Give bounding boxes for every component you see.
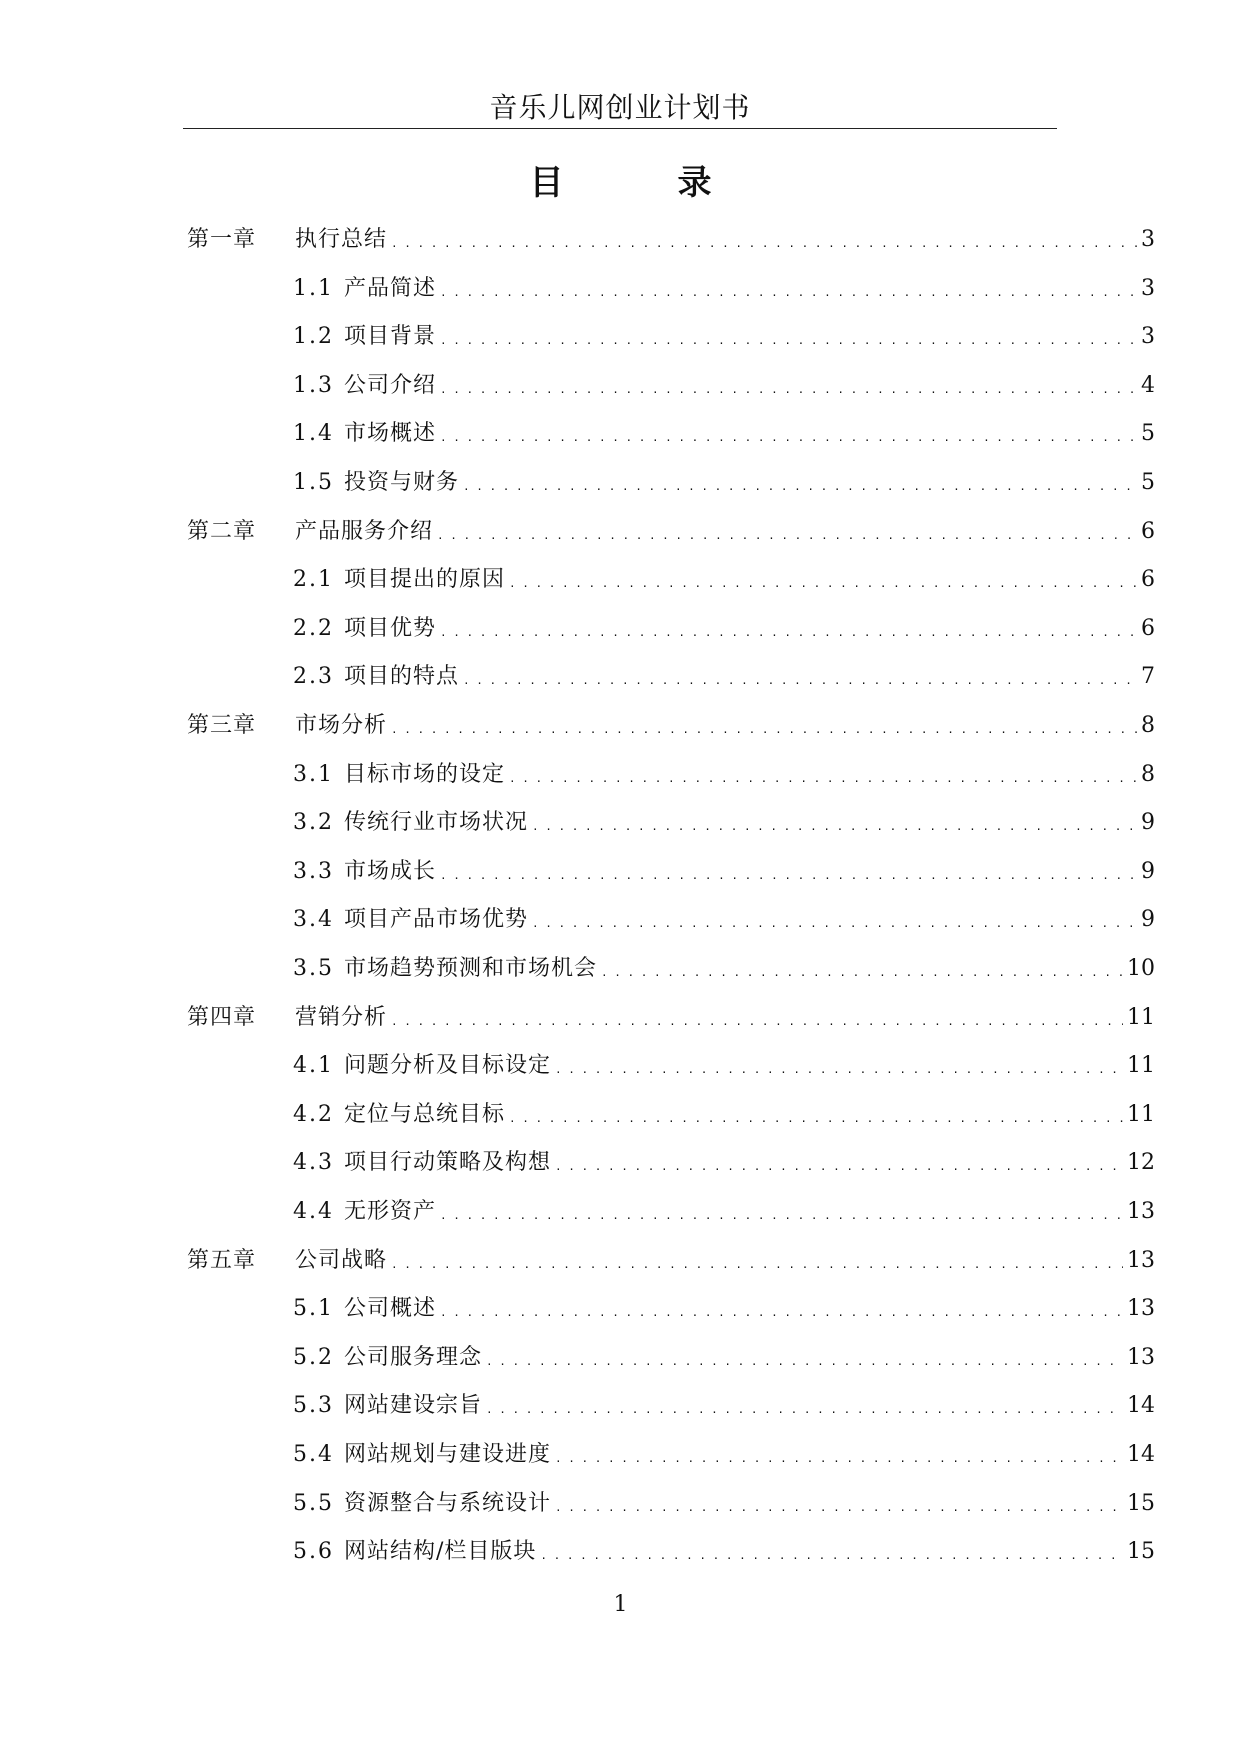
- dot-leader: [440, 1285, 1123, 1333]
- toc-entry-label: 投资与财务: [344, 470, 460, 495]
- dot-leader: [509, 751, 1137, 799]
- toc-entry-page: 7: [1141, 664, 1155, 690]
- toc-entry-label: 项目行动策略及构想: [344, 1150, 552, 1176]
- toc-entry-number: 5.2: [293, 1344, 334, 1370]
- toc-entry-number: 5.5: [293, 1490, 334, 1516]
- dot-leader: [391, 216, 1137, 264]
- toc-entry-page: 3: [1141, 275, 1155, 301]
- toc-entry-label: 市场概述: [344, 421, 437, 447]
- toc-entry-number: 第五章: [187, 1247, 257, 1273]
- toc-entry-page: 6: [1141, 518, 1155, 544]
- toc-entry-number: 4.1: [293, 1053, 334, 1079]
- dot-leader: [555, 1042, 1123, 1090]
- toc-entry-page: 6: [1141, 615, 1155, 641]
- toc-entry-label: 公司概述: [344, 1296, 437, 1322]
- toc-section-entry[interactable]: [293, 313, 1155, 361]
- toc-section-entry[interactable]: [293, 848, 1155, 896]
- dot-leader: [440, 1188, 1123, 1236]
- toc-section-entry[interactable]: [293, 1382, 1155, 1430]
- toc-entry-number: 2.2: [293, 615, 334, 641]
- dot-leader: [440, 313, 1137, 361]
- toc-entry-label: 公司服务理念: [344, 1344, 483, 1370]
- toc-entry-number: 3.1: [293, 761, 334, 787]
- toc-section-entry[interactable]: [293, 1188, 1155, 1236]
- toc-entry-page: 9: [1141, 907, 1155, 933]
- toc-entry-number: 4.4: [293, 1199, 334, 1224]
- toc-section-entry[interactable]: [293, 1528, 1155, 1576]
- dot-leader: [391, 1237, 1123, 1285]
- toc-entry-number: 4.2: [293, 1101, 334, 1127]
- dot-leader: [555, 1431, 1123, 1479]
- toc-entry-number: 2.3: [293, 664, 334, 690]
- toc-section-entry[interactable]: [293, 1139, 1155, 1187]
- dot-leader: [601, 945, 1123, 993]
- toc-entry-page: 3: [1141, 324, 1155, 350]
- toc-entry-page: 11: [1127, 1101, 1155, 1127]
- dot-leader: [509, 556, 1137, 604]
- toc-entry-number: 第一章: [187, 227, 257, 252]
- toc-entry-label: 项目的特点: [344, 664, 460, 690]
- toc-entry-number: 3.2: [293, 810, 334, 836]
- toc-section-entry[interactable]: [293, 410, 1155, 458]
- toc-entry-page: 5: [1141, 470, 1155, 495]
- toc-entry-page: 13: [1127, 1247, 1155, 1273]
- toc-entry-page: 11: [1127, 1004, 1155, 1030]
- toc-entry-number: 1.2: [293, 324, 334, 350]
- toc-entry-page: 5: [1141, 421, 1155, 447]
- dot-leader: [509, 1091, 1123, 1139]
- toc-entry-page: 8: [1141, 761, 1155, 787]
- toc-entry-page: 9: [1141, 858, 1155, 884]
- toc-entry-label: 市场成长: [344, 858, 437, 884]
- toc-entry-page: 11: [1127, 1053, 1155, 1079]
- toc-entry-page: 8: [1141, 713, 1155, 738]
- dot-leader: [555, 1480, 1123, 1528]
- toc-entry-label: 网站规划与建设进度: [344, 1442, 552, 1467]
- toc-section-entry[interactable]: [293, 459, 1155, 507]
- toc-entry-number: 2.1: [293, 567, 334, 593]
- dot-leader: [440, 848, 1137, 896]
- toc-section-entry[interactable]: [293, 1285, 1155, 1333]
- toc-entry-label: 产品服务介绍: [295, 518, 434, 544]
- toc-section-entry[interactable]: [293, 1431, 1155, 1479]
- toc-entry-number: 5.4: [293, 1442, 334, 1467]
- toc-entry-label: 公司介绍: [344, 372, 437, 398]
- toc-entry-page: 13: [1127, 1344, 1155, 1370]
- toc-section-entry[interactable]: [293, 751, 1155, 799]
- toc-entry-label: 传统行业市场状况: [344, 810, 529, 836]
- toc-section-entry[interactable]: [293, 799, 1155, 847]
- dot-leader: [440, 410, 1137, 458]
- toc-entry-number: 5.3: [293, 1393, 334, 1419]
- toc-entry-label: 网站结构/栏目版块: [344, 1539, 537, 1565]
- toc-chapter-entry[interactable]: [187, 1237, 1155, 1285]
- toc-entry-number: 5.6: [293, 1539, 334, 1565]
- toc-entry-label: 项目背景: [344, 324, 437, 350]
- toc-entry-page: 14: [1127, 1393, 1155, 1419]
- toc-entry-label: 资源整合与系统设计: [344, 1490, 552, 1516]
- toc-entry-number: 第三章: [187, 713, 257, 738]
- toc-entry-label: 市场趋势预测和市场机会: [344, 956, 598, 981]
- toc-entry-label: 无形资产: [344, 1199, 437, 1224]
- dot-leader: [440, 605, 1137, 653]
- toc-section-entry[interactable]: [293, 945, 1155, 993]
- toc-entry-number: 第四章: [187, 1004, 257, 1030]
- toc-entry-number: 3.4: [293, 907, 334, 933]
- toc-entry-number: 5.1: [293, 1296, 334, 1322]
- toc-entry-page: 14: [1127, 1442, 1155, 1467]
- toc-section-entry[interactable]: [293, 605, 1155, 653]
- toc-entry-page: 3: [1141, 227, 1155, 252]
- header-divider: [183, 128, 1057, 129]
- toc-entry-label: 目标市场的设定: [344, 761, 506, 787]
- toc-entry-number: 1.1: [293, 275, 334, 301]
- toc-chapter-entry[interactable]: [187, 508, 1155, 556]
- toc-entry-page: 12: [1127, 1150, 1155, 1176]
- toc-entry-label: 营销分析: [295, 1004, 388, 1030]
- toc-entry-label: 问题分析及目标设定: [344, 1053, 552, 1079]
- toc-section-entry[interactable]: [293, 1480, 1155, 1528]
- toc-entry-label: 产品简述: [344, 275, 437, 301]
- toc-entry-number: 第二章: [187, 518, 257, 544]
- dot-leader: [391, 994, 1123, 1042]
- toc-chapter-entry[interactable]: [187, 702, 1155, 750]
- toc-entry-page: 9: [1141, 810, 1155, 836]
- page-number: 1: [613, 1592, 628, 1617]
- toc-entry-label: 网站建设宗旨: [344, 1393, 483, 1419]
- toc-section-entry[interactable]: [293, 1091, 1155, 1139]
- toc-entry-label: 项目优势: [344, 615, 437, 641]
- toc-section-entry[interactable]: [293, 1334, 1155, 1382]
- toc-entry-label: 定位与总统目标: [344, 1101, 506, 1127]
- toc-entry-label: 市场分析: [295, 713, 388, 738]
- dot-leader: [555, 1139, 1123, 1187]
- dot-leader: [486, 1382, 1123, 1430]
- toc-section-entry[interactable]: [293, 1042, 1155, 1090]
- toc-entry-page: 6: [1141, 567, 1155, 593]
- toc-entry-number: 1.5: [293, 470, 334, 495]
- toc-entry-number: 1.4: [293, 421, 334, 447]
- toc-section-entry[interactable]: [293, 265, 1155, 313]
- toc-chapter-entry[interactable]: [187, 994, 1155, 1042]
- toc-entry-page: 10: [1127, 956, 1155, 981]
- toc-section-entry[interactable]: [293, 653, 1155, 701]
- toc-entry-number: 3.5: [293, 956, 334, 981]
- running-header: 音乐儿网创业计划书: [489, 91, 751, 124]
- dot-leader: [440, 362, 1137, 410]
- toc-title: 目 录: [529, 163, 752, 203]
- dot-leader: [532, 896, 1137, 944]
- dot-leader: [463, 653, 1137, 701]
- toc-entry-label: 执行总结: [295, 227, 388, 252]
- toc-section-entry[interactable]: [293, 896, 1155, 944]
- toc-entry-number: 4.3: [293, 1150, 334, 1176]
- dot-leader: [532, 799, 1137, 847]
- toc-entry-label: 公司战略: [295, 1247, 388, 1273]
- toc-entry-page: 15: [1127, 1539, 1155, 1565]
- dot-leader: [437, 508, 1137, 556]
- toc-entry-number: 3.3: [293, 858, 334, 884]
- dot-leader: [463, 459, 1137, 507]
- toc-entry-page: 13: [1127, 1199, 1155, 1224]
- toc-entry-number: 1.3: [293, 372, 334, 398]
- toc-entry-page: 4: [1141, 372, 1155, 398]
- dot-leader: [486, 1334, 1123, 1382]
- dot-leader: [540, 1528, 1123, 1576]
- dot-leader: [440, 265, 1137, 313]
- toc-entry-page: 15: [1127, 1490, 1155, 1516]
- toc-entry-label: 项目产品市场优势: [344, 907, 529, 933]
- dot-leader: [391, 702, 1137, 750]
- toc-chapter-entry[interactable]: [187, 216, 1155, 264]
- toc-section-entry[interactable]: [293, 556, 1155, 604]
- toc-entry-label: 项目提出的原因: [344, 567, 506, 593]
- toc-section-entry[interactable]: [293, 362, 1155, 410]
- toc-entry-page: 13: [1127, 1296, 1155, 1322]
